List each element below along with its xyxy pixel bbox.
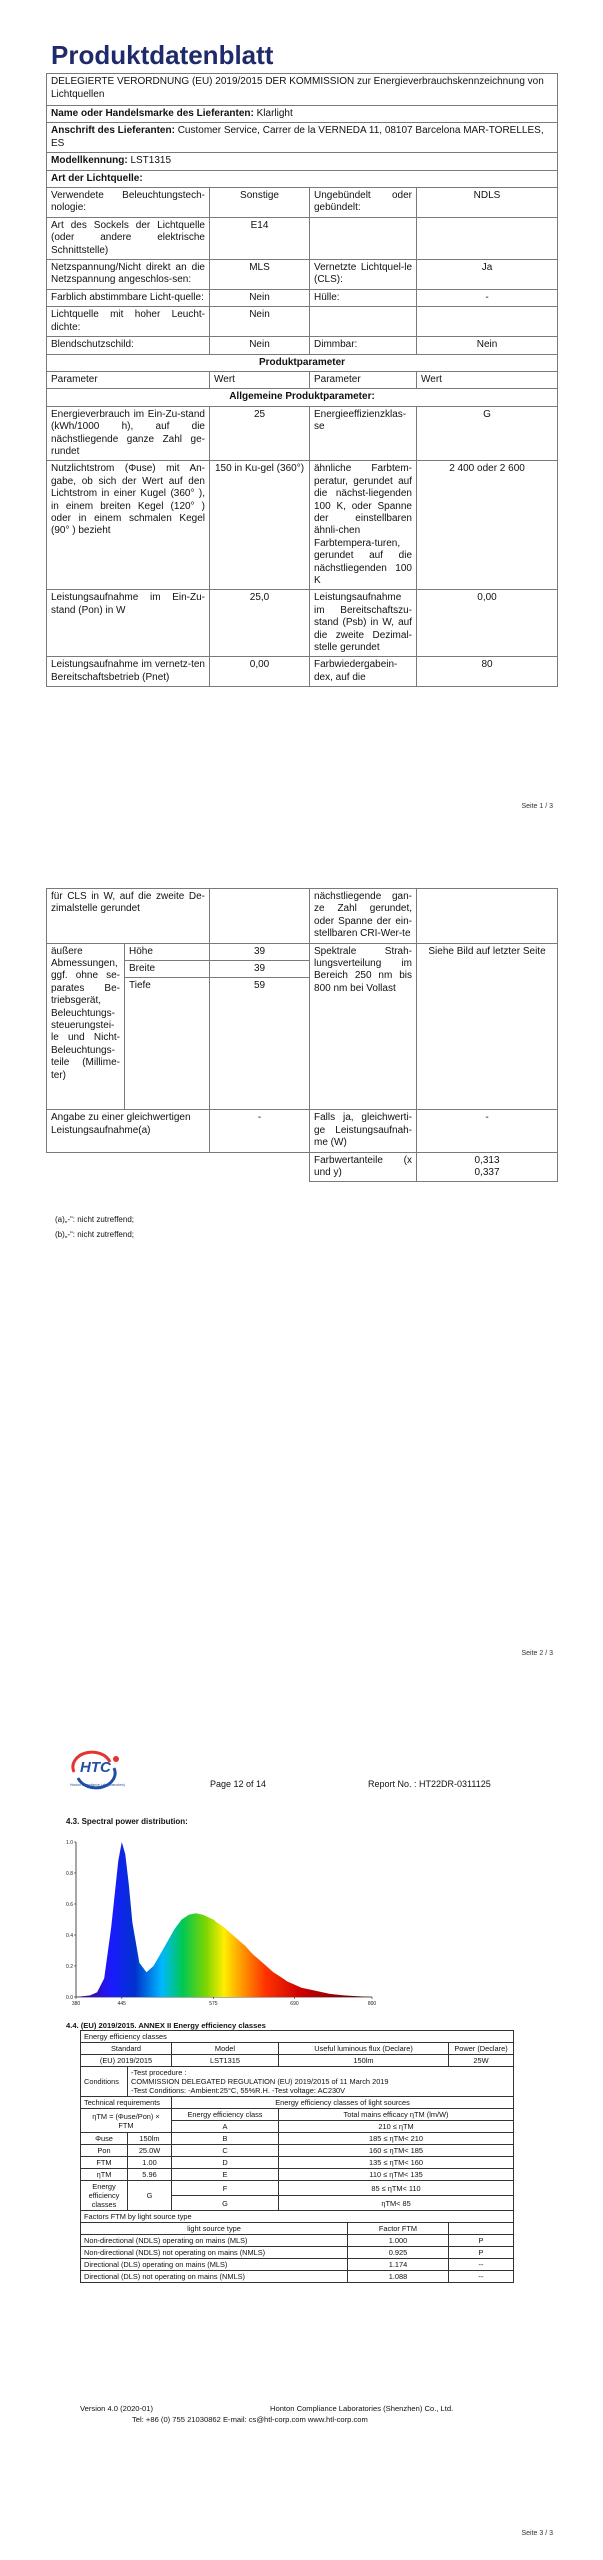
- eec-table: Energy efficiency classes Standard Model Useful luminous flux (Declare) Power (Declare) (EU) 2019/2015 LST1315 150lm 25W Conditions -Test procedure : COMMISSION DELEGATED REGULATION (EU) 2019/2015 of 11 March 2019 -Test Conditions: -Ambient:25°C, 55%R.H. -Test voltage: AC230V Technical requirements Energy efficiency classes of light sources ηTM = (Φuse/Pon) × FTM Energy efficiency class Total mains efficacy ηTM (lm/W) A 210 ≤ ηTM Φuse 150lm B 185 ≤ ηTM< 210 Pon 25.0W C 160 ≤ ηTM< 185 FTM 1.00 D 135 ≤ ηTM< 160 ηTM 5.96 E 110 ≤ ηTM< 135 Energy efficiency classes G F 85 ≤ ηTM< 110 G ηTM< 85 Factors FTM by light source type light source type Factor FTM Non-directional (NDLS) operating on mains (MLS) 1.000 P Non-directional (NDLS) not operating on mains (NMLS) 0.925 P Directional (DLS) operating on mains (MLS) 1.174 -- Directional (DLS) not operating on mains (NMLS) 1.088 --: [80, 2030, 514, 2283]
- model-row: Modellkennung: LST1315: [47, 153, 558, 170]
- page-1: [0, 0, 603, 835]
- y-tick-label: 0.4: [66, 1933, 73, 1939]
- table-row: Netzspannung/Nicht direkt an die Netzspannung angeschlos-sen: MLS Vernetzte Lichtquel-le (CLS): Ja: [47, 260, 558, 290]
- table-row: Pon 25.0W C 160 ≤ ηTM< 185: [81, 2145, 514, 2157]
- table-row: A 210 ≤ ηTM: [81, 2121, 514, 2133]
- footnote-b: (b)„-“: nicht zutreffend;: [55, 1230, 134, 1239]
- column-headers: Parameter Wert Parameter Wert: [47, 371, 558, 388]
- table-row: Angabe zu einer gleichwertigen Leistungsaufnahme(a) - Falls ja, gleichwerti-ge Leistungsaufnah-me (W) -: [47, 1110, 558, 1152]
- supplier-name-row: Name oder Handelsmarke des Lieferanten: Klarlight: [47, 106, 558, 123]
- product-table-2: [46, 888, 558, 1182]
- table-row: Non-directional (NDLS) not operating on mains (NMLS) 0.925 P: [81, 2247, 514, 2259]
- spectral-power-chart: [60, 1834, 380, 2011]
- company-text: Honton Compliance Laboratories (Shenzhen) Co., Ltd.: [270, 2404, 454, 2413]
- table-row: ηTM 5.96 E 110 ≤ ηTM< 135: [81, 2169, 514, 2181]
- x-tick-label: 575: [209, 2001, 218, 2007]
- page-title: Produktdatenblatt: [51, 40, 274, 70]
- x-tick-label: 445: [117, 2001, 126, 2007]
- table-row: Lichtquelle mit hoher Leucht-dichte: Nein: [47, 307, 558, 337]
- section-heading: Allgemeine Produktparameter:: [47, 389, 558, 406]
- x-tick-label: 380: [71, 2001, 81, 2007]
- page-2: [0, 835, 603, 1687]
- dimensions-row: Tiefe 59: [47, 978, 558, 1110]
- y-tick-label: 0.0: [66, 1995, 73, 2001]
- dimensions-label: äußere Abmessungen, ggf. ohne se-parates Be-triebsgerät, Beleuchtungs-steuerungstei-le und Nicht-Beleuchtungs-teile (Millime-ter): [47, 943, 125, 1110]
- regulation-text: DELEGIERTE VERORDNUNG (EU) 2019/2015 DER KOMMISSION zur Energieverbrauchskennzeichnung von Lichtquellen: [51, 76, 544, 100]
- table-row: Art des Sockels der Lichtquelle (oder andere elektrische Schnittstelle) E14: [47, 217, 558, 259]
- y-tick-label: 1.0: [66, 1840, 73, 1846]
- x-tick-label: 690: [290, 2001, 299, 2007]
- table-row: Farbwertanteile (x und y) 0,313 0,337: [47, 1152, 558, 1182]
- page-number: Seite 1 / 3: [521, 803, 553, 810]
- product-table-1: [46, 105, 558, 687]
- table-row: Verwendete Beleuchtungstech-nologie: Sonstige Ungebündelt oder gebündelt: NDLS: [47, 188, 558, 218]
- table-row: Φuse 150lm B 185 ≤ ηTM< 210: [81, 2133, 514, 2145]
- table-row: Leistungsaufnahme im vernetz-ten Bereitschaftsbetrieb (Pnet) 0,00 Farbwiedergabein-dex, auf die 80: [47, 657, 558, 687]
- footnote-a: (a)„-“: nicht zutreffend;: [55, 1215, 134, 1224]
- version-text: Version 4.0 (2020-01): [80, 2404, 154, 2413]
- y-tick-label: 0.6: [66, 1902, 73, 1908]
- table-row: G ηTM< 85: [81, 2196, 514, 2211]
- page-3: [0, 1687, 603, 2560]
- table-row: Leistungsaufnahme im Ein-Zu-stand (Pon) in W 25,0 Leistungsaufnahme im Bereitschaftszu-stand (Psb) in W, auf die zweite Dezimal-stelle gerundet 0,00: [47, 590, 558, 657]
- x-tick-label: 800: [367, 2001, 377, 2007]
- light-type-heading: Art der Lichtquelle:: [47, 170, 558, 187]
- table-row: Energy efficiency classes G F 85 ≤ ηTM< 110: [81, 2181, 514, 2196]
- spectrum-area: [76, 1842, 372, 1997]
- table-row: FTM 1.00 D 135 ≤ ηTM< 160: [81, 2157, 514, 2169]
- table-row: Nutzlichtstrom (Φuse) mit An-gabe, ob sich der Wert auf den Lichtstrom in einer Kugel (360° ), in einem breiten Kegel (120° ) oder in einem schmalen Kegel (90° ) bezieht 150 in Ku-gel (360°) ähnliche Farbtem-peratur, gerundet auf die nächst-liegenden 100 K, oder Spanne der einstellbaren ähnli-chen Farbtempera-turen, gerundet auf die nächstliegenden 100 K 2 400 oder 2 600: [47, 461, 558, 590]
- y-tick-label: 0.2: [66, 1964, 73, 1970]
- page-number: Seite 2 / 3: [521, 1650, 553, 1657]
- table-row: Blendschutzschild: Nein Dimmbar: Nein: [47, 337, 558, 354]
- dimensions-row: Breite 39: [47, 961, 558, 978]
- supplier-address-row: Anschrift des Lieferanten: Customer Service, Carrer de la VERNEDA 11, 08107 Barcelona MAR-TORELLES, ES: [47, 123, 558, 153]
- table-row: Directional (DLS) operating on mains (MLS) 1.174 --: [81, 2259, 514, 2271]
- table-row: Energieverbrauch im Ein-Zu-stand (kWh/1000 h), auf die nächstliegende ganze Zahl ge-rundet 25 Energieeffizienzklas-se G: [47, 406, 558, 461]
- table-heading: 4.4. (EU) 2019/2015. ANNEX II Energy efficiency classes: [66, 2021, 266, 2030]
- page-number: Seite 3 / 3: [521, 2530, 553, 2537]
- section-heading: Produktparameter: [47, 354, 558, 371]
- htc-logo: HTC Honton Compliance Lab (Shenzhen): [70, 1750, 126, 1790]
- spd-heading: 4.3. Spectral power distribution:: [66, 1817, 188, 1826]
- page-of: Page 12 of 14: [210, 1779, 267, 1789]
- contact-text: Tel: +86 (0) 755 21030862 E-mail: cs@htl-corp.com www.htl-corp.com: [132, 2415, 368, 2424]
- report-number: Report No. : HT22DR-0311125: [368, 1779, 491, 1789]
- table-row: Farblich abstimmbare Licht-quelle: Nein Hülle: -: [47, 289, 558, 306]
- table-row: für CLS in W, auf die zweite De-zimalstelle gerundet nächstliegende gan-ze Zahl gerundet, oder Spanne der ein-stellbaren CRI-Wer-te: [47, 889, 558, 944]
- table-row: Directional (DLS) not operating on mains (NMLS) 1.088 --: [81, 2271, 514, 2283]
- y-tick-label: 0.8: [66, 1871, 73, 1877]
- dimensions-row: äußere Abmessungen, ggf. ohne se-parates Be-triebsgerät, Beleuchtungs-steuerungstei-le und Nicht-Beleuchtungs-teile (Millime-ter) Höhe 39 Spektrale Strah-lungsverteilung im Bereich 250 nm bis 800 nm bei Vollast Siehe Bild auf letzter Seite: [47, 943, 558, 960]
- table-row: Non-directional (NDLS) operating on mains (MLS) 1.000 P: [81, 2235, 514, 2247]
